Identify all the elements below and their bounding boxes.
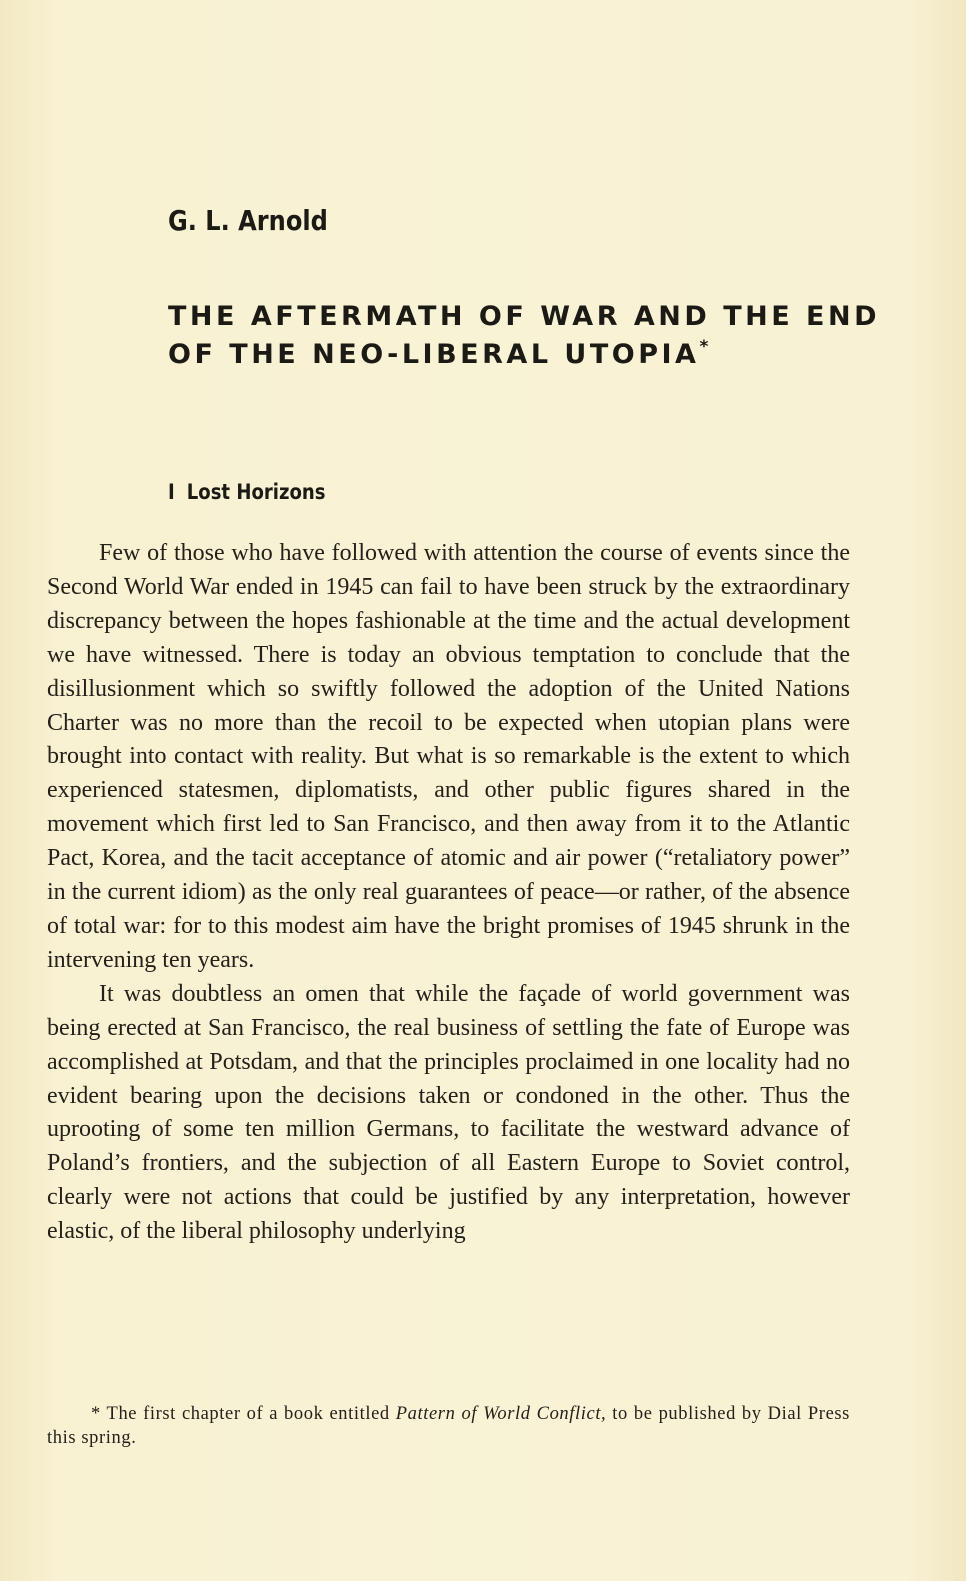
article-title: [168, 298, 880, 374]
section-heading: [168, 480, 326, 504]
title-line-2-text: OF THE NEO-LIBERAL UTOPIA: [168, 339, 700, 370]
title-footnote-marker: *: [699, 337, 709, 357]
footnote-text-after: to be published by Dial Press this spring.: [47, 1404, 850, 1448]
title-line-2: [168, 336, 868, 374]
footnote-book-title: Pattern of World Conflict,: [395, 1404, 607, 1424]
paragraph-1: Few of those who have followed with attention the course of events since the Second World War ended in 1945 can fail to have been struck by the extraordinary discrepancy between the hopes fashionable at the time and the actual development we have witnessed. There is today an obvious temptation to conclude that the disillusionment which so swiftly followed the adoption of the United Nations Charter was no more than the recoil to be expected when utopian plans were brought into contact with reality. But what is so remarkable is the extent to which experienced statesmen, diplomatists, and other public figures shared in the movement which first led to San Francisco, and then away from it to the Atlantic Pact, Korea, and the tacit acceptance of atomic and air power (“retaliatory power” in the current idiom) as the only real guarantees of peace—or rather, of the absence of total war: for to this modest aim have the bright promises of 1945 shrunk in the intervening ten years.: [47, 540, 850, 973]
section-number: I: [168, 480, 175, 504]
article-body: [47, 537, 850, 1249]
author-name: G. L. Arnold: [168, 204, 328, 237]
paragraph-2: It was doubtless an omen that while the façade of world government was being erected at San Francisco, the real business of settling the fate of Europe was accomplished at Potsdam, and that the principles proclaimed in one locality had no evident bearing upon the decisions taken or condoned in the other. Thus the uprooting of some ten million Germans, to facilitate the westward advance of Poland’s frontiers, and the subjection of all Eastern Europe to Soviet control, clearly were not actions that could be justified by any interpretation, however elastic, of the liberal philosophy underlying: [47, 980, 850, 1245]
footnote-marker: *: [91, 1404, 101, 1424]
section-title: Lost Horizons: [186, 480, 326, 504]
footnote: [47, 1402, 850, 1450]
title-line-1: THE AFTERMATH OF WAR AND THE END: [168, 301, 880, 332]
footnote-text-before: The first chapter of a book entitled: [106, 1404, 396, 1424]
